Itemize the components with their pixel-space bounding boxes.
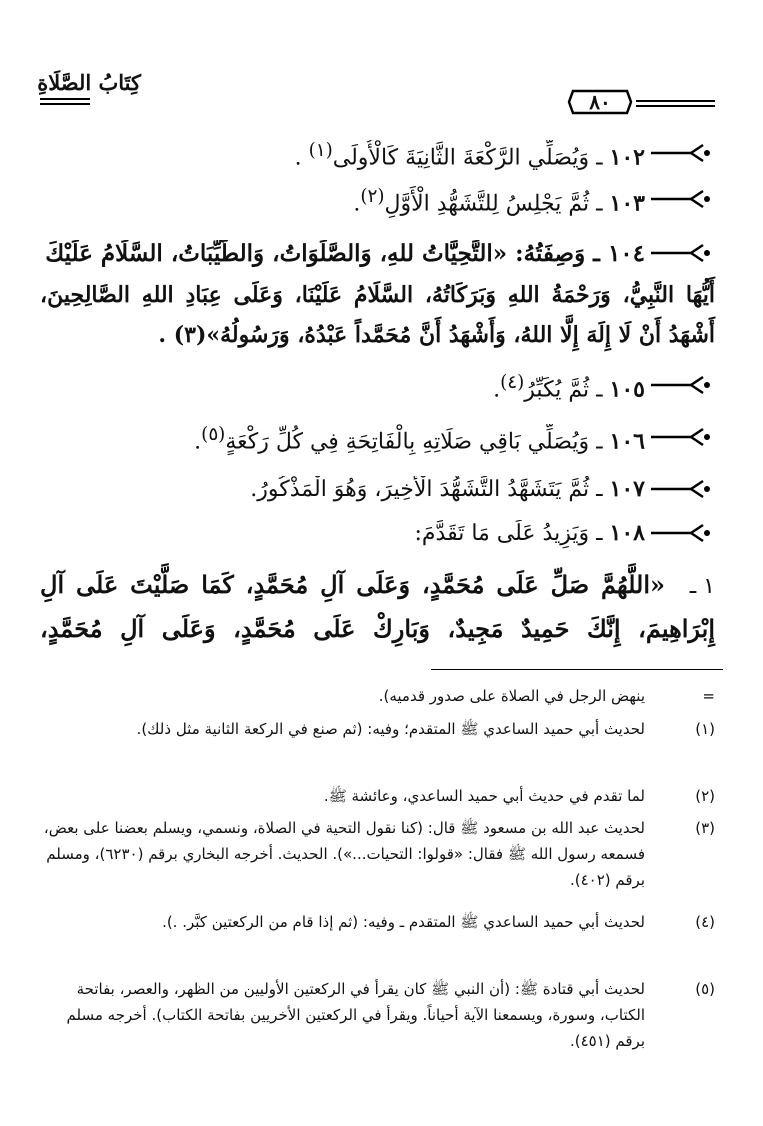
- footnote-number: (٢): [695, 787, 715, 805]
- page-number-box: [565, 87, 635, 117]
- footnote-1: [40, 716, 715, 742]
- continuation-mark: =: [702, 687, 715, 705]
- item-108: [40, 520, 715, 554]
- footnote-number: (٤): [695, 913, 715, 931]
- item-end: .: [294, 145, 309, 171]
- header-rule-left: [40, 98, 90, 100]
- item-text: ـ وَيُصَلِّي الرَّكْعَةَ الثَّانِيَةَ كَالْأُولَى: [332, 145, 610, 171]
- header-rule-left-2: [40, 103, 90, 105]
- item-end: .: [493, 377, 501, 403]
- item-text: ـ وَيَزِيدُ عَلَى مَا تَقَدَّمَ:: [414, 521, 610, 546]
- item-102: [40, 140, 715, 174]
- footnote-number: (٥): [695, 980, 715, 998]
- salawat-line-1: «اللَّهُمَّ صَلِّ عَلَى مُحَمَّدٍ، وَعَلَى آلِ مُحَمَّدٍ، كَمَا صَلَّيْتَ عَلَى آلِ: [40, 570, 665, 599]
- footnote-text: ينهض الرجل في الصلاة على صدور قدميه).: [378, 687, 645, 705]
- item-text: ـ ثُمَّ يَتَشَهَّدُ التَّشَهُّدَ الْأَخِيرَ، وَهُوَ الْمَذْكُورُ.: [250, 477, 610, 502]
- footnote-5: [40, 976, 715, 1054]
- footnote-text: لحديث أبي قتادة ﷺ: (أن النبي ﷺ كان يقرأ في الركعتين الأوليين من الظهر، والعصر، بفاتحة الكتاب، وسورة، ويسمعنا الآية أحياناً. ويقرأ في الركعتين الأخريين بفاتحة الكتاب). أخرجه مسلم برقم (٤٥١).: [66, 980, 645, 1050]
- paragraph-marker-icon: [651, 142, 715, 164]
- footnote-2: [40, 783, 715, 809]
- item-text: ـ ثُمَّ يُكَبِّرُ: [524, 377, 610, 403]
- item-end: .: [353, 191, 361, 217]
- running-head-book-title: كِتَابُ الصَّلَاةِ: [37, 70, 141, 95]
- item-107: [40, 476, 715, 510]
- footnote-number: (١): [695, 720, 715, 738]
- footnote-text: لحديث أبي حميد الساعدي ﷺ المتقدم؛ وفيه: (ثم صنع في الركعة الثانية مثل ذلك).: [136, 720, 645, 738]
- footnote-text: لحديث عبد الله بن مسعود ﷺ قال: (كنا نقول التحية في الصلاة، ونسمي، ويسلم بعضنا على بعض، فسمعه رسول الله ﷺ فقال: «قولوا: التحيات...»). الحديث. أخرجه البخاري برقم (٦٢٣٠)، ومسلم برقم (٤٠٢).: [43, 819, 645, 889]
- item-104: [40, 240, 715, 274]
- item-106: [40, 424, 715, 458]
- paragraph-marker-icon: [651, 426, 715, 448]
- item-number: ١٠٤: [607, 240, 645, 267]
- item-number: ١٠٦: [609, 428, 645, 455]
- item-text: ـ وَيُصَلِّي بَاقِي صَلَاتِهِ بِالْفَاتِحَةِ فِي كُلِّ رَكْعَةٍ: [225, 429, 610, 455]
- footnote-text: لحديث أبي حميد الساعدي ﷺ المتقدم ـ وفيه: (ثم إذا قام من الركعتين كبَّر. .).: [162, 913, 645, 931]
- footnote-ref: (٥): [201, 424, 226, 445]
- footnote-continuation: [40, 683, 715, 709]
- salawat-index: ١ ـ: [689, 574, 715, 599]
- tashahhud-line-2: أَشْهَدُ أَنْ لَا إِلَهَ إِلَّا اللهُ، وَأَشْهَدُ أَنَّ مُحَمَّداً عَبْدُهُ، وَرَسُولُهُ»(٣) .: [158, 322, 715, 348]
- paragraph-marker-icon: [651, 188, 715, 210]
- footnote-3: [40, 815, 715, 893]
- footnote-text: لما تقدم في حديث أبي حميد الساعدي، وعائشة ﷺ.: [323, 787, 645, 805]
- paragraph-marker-icon: [651, 374, 715, 396]
- tashahhud-line-1: أَيُّهَا النَّبِيُّ، وَرَحْمَةُ اللهِ وَبَرَكَاتُهُ، السَّلَامُ عَلَيْنَا، وَعَلَى عِبَادِ اللهِ الصَّالِحِينَ،: [40, 282, 715, 308]
- footnote-number: (٣): [695, 819, 715, 837]
- item-number: ١٠٨: [609, 520, 645, 546]
- header-rule-right: [636, 100, 715, 102]
- item-text: ـ ثُمَّ يَجْلِسُ لِلتَّشَهُّدِ الْأَوَّلِ: [384, 191, 610, 217]
- paragraph-marker-icon: [651, 478, 715, 500]
- salawat-line-2: إِبْرَاهِيمَ، إِنَّكَ حَمِيدٌ مَجِيدٌ، وَبَارِكْ عَلَى مُحَمَّدٍ، وَعَلَى آلِ مُحَمَّدٍ،: [40, 614, 715, 643]
- header-rule-right-2: [636, 105, 715, 107]
- page-number: ٨٠: [589, 90, 611, 114]
- footnote-separator: [431, 669, 723, 670]
- item-number: ١٠٥: [609, 376, 645, 403]
- item-105: [40, 372, 715, 406]
- item-number: ١٠٧: [609, 476, 645, 502]
- paragraph-marker-icon: [651, 242, 715, 264]
- item-text: ـ وَصِفَتُهُ: «التَّحِيَّاتُ للهِ، وَالصَّلَوَاتُ، وَالطَّيِّبَاتُ، السَّلَامُ عَلَيْكَ: [45, 240, 608, 267]
- item-end: .: [194, 429, 202, 455]
- footnote-4: [40, 909, 715, 935]
- item-103: [40, 186, 715, 220]
- paragraph-marker-icon: [651, 522, 715, 544]
- footnote-ref: (٤): [500, 372, 525, 393]
- footnote-ref: (١): [308, 140, 333, 161]
- item-number: ١٠٢: [609, 144, 645, 171]
- item-number: ١٠٣: [609, 190, 645, 217]
- footnote-ref: (٢): [360, 186, 385, 207]
